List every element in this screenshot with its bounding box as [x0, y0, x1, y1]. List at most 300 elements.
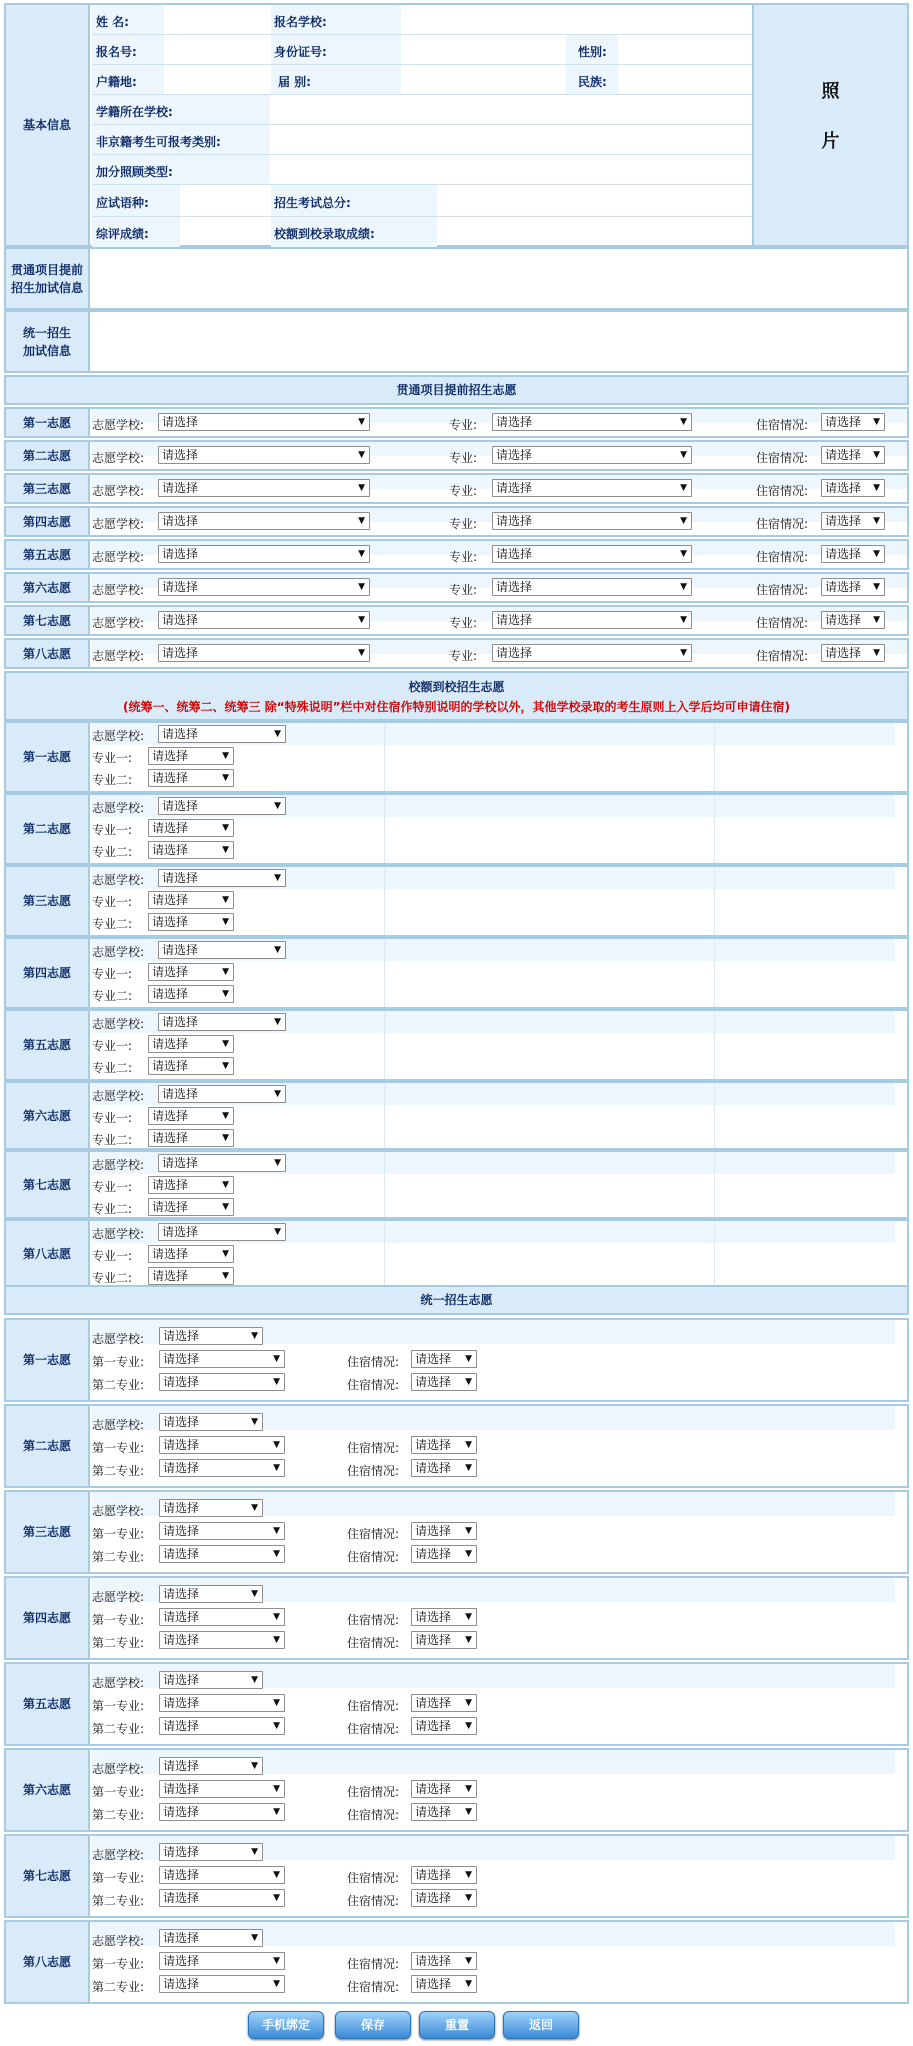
sec1-school-select[interactable] [158, 545, 370, 563]
chevron-down-icon: ▼ [222, 1249, 229, 1259]
sec1-major-select[interactable] [492, 545, 692, 563]
sec1-choice-5-row [4, 539, 909, 570]
sec1-choice-2-row [4, 440, 909, 471]
sec3-major2-select[interactable] [159, 1373, 285, 1391]
select-value: 请选择 [163, 1719, 200, 1733]
sec3-major1-select[interactable] [159, 1780, 285, 1798]
chevron-down-icon: ▼ [273, 1377, 280, 1387]
sec3-dorm2-select[interactable] [411, 1975, 477, 1993]
back-button[interactable]: 返回 [503, 2011, 579, 2039]
chevron-down-icon: ▼ [251, 1331, 258, 1341]
select-value: 请选择 [162, 448, 199, 462]
sec1-major-select[interactable] [492, 512, 692, 530]
chevron-down-icon: ▼ [465, 1956, 472, 1966]
select-value: 请选择 [162, 580, 199, 594]
name-label: 姓 名: [96, 15, 129, 29]
sec2-choice-6-row [4, 1081, 909, 1150]
sec3-choice-1-row [4, 1318, 909, 1402]
chevron-down-icon: ▼ [465, 1377, 472, 1387]
chevron-down-icon: ▼ [465, 1549, 472, 1559]
chevron-down-icon: ▼ [251, 1761, 258, 1771]
sec2-school-select[interactable] [158, 1223, 286, 1241]
chevron-down-icon: ▼ [274, 1227, 281, 1237]
chevron-down-icon: ▼ [273, 1440, 280, 1450]
sec1-major-label: 专业: [449, 517, 478, 531]
id-no-label: 身份证号: [274, 45, 327, 59]
select-value: 请选择 [163, 1868, 200, 1882]
section2-title: 校额到校招生志愿 [408, 680, 505, 694]
sec2-school-select[interactable] [158, 797, 286, 815]
sec2-major2-select[interactable] [148, 985, 234, 1003]
sec2-school-label: 志愿学校: [92, 1227, 145, 1241]
sec1-school-select[interactable] [158, 644, 370, 662]
sec3-choice-7-row [4, 1834, 909, 1918]
sec3-choice-4-choice-label: 第四志愿 [6, 1578, 90, 1658]
sec3-dorm2-label: 住宿情况: [347, 1464, 400, 1478]
select-value: 请选择 [163, 1501, 200, 1515]
sec3-major2-select[interactable] [159, 1803, 285, 1821]
sec1-school-select[interactable] [158, 446, 370, 464]
sec3-choice-4-row [4, 1576, 909, 1660]
unified-exam-info-label [6, 312, 90, 371]
sec1-dorm-select[interactable] [821, 545, 885, 563]
sec2-major1-select[interactable] [148, 891, 234, 909]
sec3-choice-5-row [4, 1662, 909, 1746]
select-value: 请选择 [415, 1438, 452, 1452]
sec1-dorm-label: 住宿情况: [756, 649, 809, 663]
sec2-major2-label: 专业二: [92, 845, 133, 859]
sec3-dorm2-label: 住宿情况: [347, 1894, 400, 1908]
sec3-dorm2-select[interactable] [411, 1889, 477, 1907]
sec1-dorm-label: 住宿情况: [756, 616, 809, 630]
select-value: 请选择 [163, 1461, 200, 1475]
sec3-dorm1-select[interactable] [411, 1436, 477, 1454]
select-value: 请选择 [163, 1891, 200, 1905]
select-value: 请选择 [163, 1329, 200, 1343]
chevron-down-icon: ▼ [273, 1721, 280, 1731]
sec2-major2-select[interactable] [148, 1198, 234, 1216]
sec2-choice-2-choice-label: 第二志愿 [6, 795, 90, 863]
sec1-school-label: 志愿学校: [92, 649, 145, 663]
chevron-down-icon: ▼ [873, 450, 880, 460]
sec2-school-label: 志愿学校: [92, 1158, 145, 1172]
sec2-school-select[interactable] [158, 1085, 286, 1103]
chevron-down-icon: ▼ [222, 751, 229, 761]
early-exam-label-2: 招生加试信息 [10, 280, 83, 295]
sec2-choice-8-choice-label: 第八志愿 [6, 1221, 90, 1286]
sec2-major1-label: 专业一: [92, 895, 133, 909]
sec2-choice-5-choice-label: 第五志愿 [6, 1011, 90, 1079]
sec3-major2-select[interactable] [159, 1459, 285, 1477]
sec3-dorm2-select[interactable] [411, 1717, 477, 1735]
chevron-down-icon: ▼ [873, 582, 880, 592]
sec3-dorm1-select[interactable] [411, 1866, 477, 1884]
sec1-choice-5-choice-label: 第五志愿 [6, 541, 90, 568]
select-value: 请选择 [496, 514, 533, 528]
sec2-major2-select[interactable] [148, 913, 234, 931]
sec3-major1-select[interactable] [159, 1350, 285, 1368]
sec2-major1-label: 专业一: [92, 823, 133, 837]
sec1-major-select[interactable] [492, 413, 692, 431]
sec2-school-select[interactable] [158, 869, 286, 887]
sec1-choice-1-row [4, 407, 909, 438]
sec2-major1-label: 专业一: [92, 1180, 133, 1194]
sec2-major2-select[interactable] [148, 769, 234, 787]
sec2-major2-select[interactable] [148, 841, 234, 859]
sec3-school-select[interactable] [159, 1843, 263, 1861]
sec3-dorm1-select[interactable] [411, 1350, 477, 1368]
chevron-down-icon: ▼ [274, 1158, 281, 1168]
select-value: 请选择 [152, 915, 189, 929]
sec1-major-label: 专业: [449, 649, 478, 663]
select-value: 请选择 [163, 1415, 200, 1429]
sec1-major-label: 专业: [449, 484, 478, 498]
sec1-dorm-select[interactable] [821, 446, 885, 464]
quota-score-label: 校额到校录取成绩: [274, 227, 375, 241]
chevron-down-icon: ▼ [358, 483, 365, 493]
sec3-choice-3-choice-label: 第三志愿 [6, 1492, 90, 1572]
sec1-school-select[interactable] [158, 578, 370, 596]
sec1-dorm-select[interactable] [821, 611, 885, 629]
select-value: 请选择 [152, 771, 189, 785]
select-value: 请选择 [163, 1805, 200, 1819]
sec3-major1-select[interactable] [159, 1436, 285, 1454]
sec3-major2-select[interactable] [159, 1889, 285, 1907]
sec1-choice-1-choice-label: 第一志愿 [6, 409, 90, 436]
sec1-school-select[interactable] [158, 512, 370, 530]
chevron-down-icon: ▼ [465, 1612, 472, 1622]
select-value: 请选择 [415, 1461, 452, 1475]
chevron-down-icon: ▼ [680, 648, 687, 658]
chevron-down-icon: ▼ [251, 1933, 258, 1943]
sec1-major-select[interactable] [492, 611, 692, 629]
sec1-choice-6-row [4, 572, 909, 603]
sec2-major1-label: 专业一: [92, 751, 133, 765]
sec3-dorm2-select[interactable] [411, 1459, 477, 1477]
sec2-major2-label: 专业二: [92, 1133, 133, 1147]
chevron-down-icon: ▼ [358, 615, 365, 625]
select-value: 请选择 [415, 1954, 452, 1968]
sec3-school-select[interactable] [159, 1499, 263, 1517]
chevron-down-icon: ▼ [465, 1784, 472, 1794]
select-value: 请选择 [163, 1547, 200, 1561]
sec2-major2-label: 专业二: [92, 917, 133, 931]
select-value: 请选择 [152, 843, 189, 857]
select-value: 请选择 [152, 1059, 189, 1073]
sec1-choice-3-row [4, 473, 909, 504]
enrolled-school-label: 学籍所在学校: [96, 105, 173, 119]
sec2-major1-select[interactable] [148, 1107, 234, 1125]
select-value: 请选择 [415, 1633, 452, 1647]
sec3-school-select[interactable] [159, 1327, 263, 1345]
select-value: 请选择 [415, 1891, 452, 1905]
sec1-school-label: 志愿学校: [92, 484, 145, 498]
select-value: 请选择 [163, 1696, 200, 1710]
sec2-choice-1-choice-label: 第一志愿 [6, 723, 90, 791]
chevron-down-icon: ▼ [680, 615, 687, 625]
sec3-school-label: 志愿学校: [92, 1934, 145, 1948]
chevron-down-icon: ▼ [358, 648, 365, 658]
select-value: 请选择 [163, 1438, 200, 1452]
sec3-major2-label: 第二专业: [92, 1980, 145, 1994]
unified-exam-label-2: 加试信息 [22, 343, 71, 358]
chevron-down-icon: ▼ [273, 1354, 280, 1364]
select-value: 请选择 [163, 1587, 200, 1601]
sec3-choice-3-row [4, 1490, 909, 1574]
select-value: 请选择 [415, 1547, 452, 1561]
sec2-choice-5-row [4, 1009, 909, 1081]
sec3-major1-select[interactable] [159, 1866, 285, 1884]
sec1-school-label: 志愿学校: [92, 583, 145, 597]
sec3-major2-select[interactable] [159, 1717, 285, 1735]
select-value: 请选择 [825, 448, 862, 462]
sec2-choice-4-choice-label: 第四志愿 [6, 939, 90, 1007]
select-value: 请选择 [163, 1931, 200, 1945]
select-value: 请选择 [415, 1977, 452, 1991]
eval-label: 综评成绩: [96, 227, 149, 241]
select-value: 请选择 [163, 1375, 200, 1389]
sec2-major1-select[interactable] [148, 819, 234, 837]
sec3-major2-label: 第二专业: [92, 1808, 145, 1822]
sec3-major1-select[interactable] [159, 1694, 285, 1712]
chevron-down-icon: ▼ [680, 450, 687, 460]
select-value: 请选择 [496, 646, 533, 660]
sec2-major1-label: 专业一: [92, 1039, 133, 1053]
sec1-major-select[interactable] [492, 479, 692, 497]
sec2-major1-label: 专业一: [92, 1111, 133, 1125]
sec1-choice-8-row [4, 638, 909, 669]
sec3-major2-label: 第二专业: [92, 1378, 145, 1392]
chevron-down-icon: ▼ [358, 549, 365, 559]
phone-bind-button[interactable]: 手机绑定 [248, 2011, 324, 2039]
select-value: 请选择 [415, 1610, 452, 1624]
save-button[interactable]: 保存 [335, 2011, 411, 2039]
chevron-down-icon: ▼ [680, 516, 687, 526]
chevron-down-icon: ▼ [680, 483, 687, 493]
grad-year-label: 届 别: [278, 75, 311, 89]
section3-header: 统一招生志愿 [4, 1285, 909, 1315]
sec1-dorm-label: 住宿情况: [756, 583, 809, 597]
select-value: 请选择 [152, 821, 189, 835]
sec1-choice-3-choice-label: 第三志愿 [6, 475, 90, 502]
chevron-down-icon: ▼ [274, 1089, 281, 1099]
chevron-down-icon: ▼ [222, 989, 229, 999]
select-value: 请选择 [152, 1109, 189, 1123]
chevron-down-icon: ▼ [873, 615, 880, 625]
select-value: 请选择 [415, 1375, 452, 1389]
sec3-dorm2-select[interactable] [411, 1373, 477, 1391]
sec1-major-label: 专业: [449, 451, 478, 465]
sec2-choice-6-choice-label: 第六志愿 [6, 1083, 90, 1148]
chevron-down-icon: ▼ [274, 729, 281, 739]
sec2-major1-label: 专业一: [92, 967, 133, 981]
sec3-dorm1-label: 住宿情况: [347, 1785, 400, 1799]
sec3-dorm2-select[interactable] [411, 1545, 477, 1563]
sec3-major2-select[interactable] [159, 1545, 285, 1563]
chevron-down-icon: ▼ [873, 516, 880, 526]
sec3-school-select[interactable] [159, 1671, 263, 1689]
early-exam-label-1: 贯通项目提前 [10, 262, 83, 277]
sec3-dorm2-label: 住宿情况: [347, 1808, 400, 1822]
select-value: 请选择 [162, 1225, 199, 1239]
sec3-choice-6-row [4, 1748, 909, 1832]
sec2-major2-select[interactable] [148, 1129, 234, 1147]
sec2-major2-label: 专业二: [92, 773, 133, 787]
sec3-major2-label: 第二专业: [92, 1722, 145, 1736]
sec3-dorm1-select[interactable] [411, 1522, 477, 1540]
sec3-major1-label: 第一专业: [92, 1785, 145, 1799]
sec3-dorm1-select[interactable] [411, 1952, 477, 1970]
sec3-school-label: 志愿学校: [92, 1848, 145, 1862]
select-value: 请选择 [162, 1156, 199, 1170]
sec3-choice-6-choice-label: 第六志愿 [6, 1750, 90, 1830]
sec2-school-label: 志愿学校: [92, 945, 145, 959]
sec3-major1-select[interactable] [159, 1608, 285, 1626]
chevron-down-icon: ▼ [222, 845, 229, 855]
select-value: 请选择 [163, 1633, 200, 1647]
chevron-down-icon: ▼ [251, 1417, 258, 1427]
sec3-major1-label: 第一专业: [92, 1355, 145, 1369]
unified-exam-info-panel [4, 310, 909, 373]
sec3-dorm2-label: 住宿情况: [347, 1980, 400, 1994]
sec2-major1-select[interactable] [148, 1035, 234, 1053]
sec3-school-select[interactable] [159, 1585, 263, 1603]
sec1-major-select[interactable] [492, 578, 692, 596]
reset-button[interactable]: 重置 [419, 2011, 495, 2039]
select-value: 请选择 [152, 965, 189, 979]
language-label: 应试语种: [96, 196, 149, 210]
sec1-dorm-select[interactable] [821, 578, 885, 596]
chevron-down-icon: ▼ [273, 1635, 280, 1645]
sec1-choice-7-row [4, 605, 909, 636]
select-value: 请选择 [825, 514, 862, 528]
sec2-choice-7-row [4, 1150, 909, 1219]
sec2-major1-select[interactable] [148, 747, 234, 765]
chevron-down-icon: ▼ [222, 1061, 229, 1071]
sec3-dorm1-label: 住宿情况: [347, 1355, 400, 1369]
sec2-major1-select[interactable] [148, 1245, 234, 1263]
select-value: 请选择 [415, 1868, 452, 1882]
chevron-down-icon: ▼ [222, 823, 229, 833]
sec3-major1-label: 第一专业: [92, 1957, 145, 1971]
sec3-school-label: 志愿学校: [92, 1676, 145, 1690]
sec2-major1-select[interactable] [148, 1176, 234, 1194]
select-value: 请选择 [162, 646, 199, 660]
sec1-school-select[interactable] [158, 479, 370, 497]
chevron-down-icon: ▼ [465, 1698, 472, 1708]
sec3-school-select[interactable] [159, 1757, 263, 1775]
sec3-dorm2-select[interactable] [411, 1803, 477, 1821]
select-value: 请选择 [162, 514, 199, 528]
section2-note: (统筹一、统筹二、统筹三 除“特殊说明”栏中对住宿作特别说明的学校以外，其他学校录取的考生原则上入学后均可申请住宿) [123, 700, 790, 714]
select-value: 请选择 [152, 1269, 189, 1283]
sec3-dorm1-select[interactable] [411, 1608, 477, 1626]
select-value: 请选择 [163, 1845, 200, 1859]
sec3-major1-select[interactable] [159, 1952, 285, 1970]
sec3-school-select[interactable] [159, 1929, 263, 1947]
sec1-school-select[interactable] [158, 611, 370, 629]
sec2-school-select[interactable] [158, 725, 286, 743]
sec3-major1-label: 第一专业: [92, 1613, 145, 1627]
sec2-school-label: 志愿学校: [92, 729, 145, 743]
sec3-major2-select[interactable] [159, 1975, 285, 1993]
chevron-down-icon: ▼ [465, 1463, 472, 1473]
sec2-major2-select[interactable] [148, 1267, 234, 1285]
sec3-dorm2-select[interactable] [411, 1631, 477, 1649]
select-value: 请选择 [152, 1037, 189, 1051]
sec1-choice-8-choice-label: 第八志愿 [6, 640, 90, 667]
sec1-major-label: 专业: [449, 616, 478, 630]
sec3-dorm1-select[interactable] [411, 1780, 477, 1798]
sec1-major-select[interactable] [492, 446, 692, 464]
photo-label-2: 片 [821, 131, 840, 152]
sec3-school-label: 志愿学校: [92, 1418, 145, 1432]
chevron-down-icon: ▼ [465, 1354, 472, 1364]
gender-label: 性别: [578, 45, 607, 59]
sec3-dorm1-label: 住宿情况: [347, 1871, 400, 1885]
select-value: 请选择 [162, 943, 199, 957]
sec1-school-label: 志愿学校: [92, 517, 145, 531]
sec1-major-label: 专业: [449, 550, 478, 564]
sec1-major-select[interactable] [492, 644, 692, 662]
select-value: 请选择 [162, 871, 199, 885]
chevron-down-icon: ▼ [273, 1979, 280, 1989]
sec3-school-select[interactable] [159, 1413, 263, 1431]
sec2-school-select[interactable] [158, 941, 286, 959]
chevron-down-icon: ▼ [222, 773, 229, 783]
sec1-dorm-select[interactable] [821, 413, 885, 431]
sec3-major1-select[interactable] [159, 1522, 285, 1540]
sec2-school-select[interactable] [158, 1013, 286, 1031]
sec2-choice-2-row [4, 793, 909, 865]
select-value: 请选择 [163, 1954, 200, 1968]
unified-exam-label-1: 统一招生 [22, 325, 71, 340]
sec3-dorm1-select[interactable] [411, 1694, 477, 1712]
chevron-down-icon: ▼ [465, 1526, 472, 1536]
sec2-major2-select[interactable] [148, 1057, 234, 1075]
select-value: 请选择 [496, 481, 533, 495]
sec1-dorm-label: 住宿情况: [756, 484, 809, 498]
sec2-choice-1-row [4, 721, 909, 793]
sec3-dorm2-label: 住宿情况: [347, 1636, 400, 1650]
chevron-down-icon: ▼ [465, 1870, 472, 1880]
sec2-major1-select[interactable] [148, 963, 234, 981]
select-value: 请选择 [496, 547, 533, 561]
chevron-down-icon: ▼ [680, 417, 687, 427]
sec1-dorm-select[interactable] [821, 644, 885, 662]
sec1-dorm-label: 住宿情况: [756, 550, 809, 564]
sec2-school-label: 志愿学校: [92, 1089, 145, 1103]
sec3-dorm1-label: 住宿情况: [347, 1441, 400, 1455]
sec2-choice-7-choice-label: 第七志愿 [6, 1152, 90, 1217]
chevron-down-icon: ▼ [273, 1870, 280, 1880]
select-value: 请选择 [152, 1247, 189, 1261]
sec3-major1-label: 第一专业: [92, 1699, 145, 1713]
sec1-school-select[interactable] [158, 413, 370, 431]
sec1-dorm-select[interactable] [821, 479, 885, 497]
sec2-school-select[interactable] [158, 1154, 286, 1172]
sec3-choice-7-choice-label: 第七志愿 [6, 1836, 90, 1916]
select-value: 请选择 [163, 1524, 200, 1538]
select-value: 请选择 [496, 448, 533, 462]
chevron-down-icon: ▼ [273, 1893, 280, 1903]
sec3-major2-select[interactable] [159, 1631, 285, 1649]
sec3-school-label: 志愿学校: [92, 1590, 145, 1604]
sec1-dorm-select[interactable] [821, 512, 885, 530]
chevron-down-icon: ▼ [273, 1526, 280, 1536]
sec3-choice-8-choice-label: 第八志愿 [6, 1922, 90, 2002]
sec2-choice-4-row [4, 937, 909, 1009]
